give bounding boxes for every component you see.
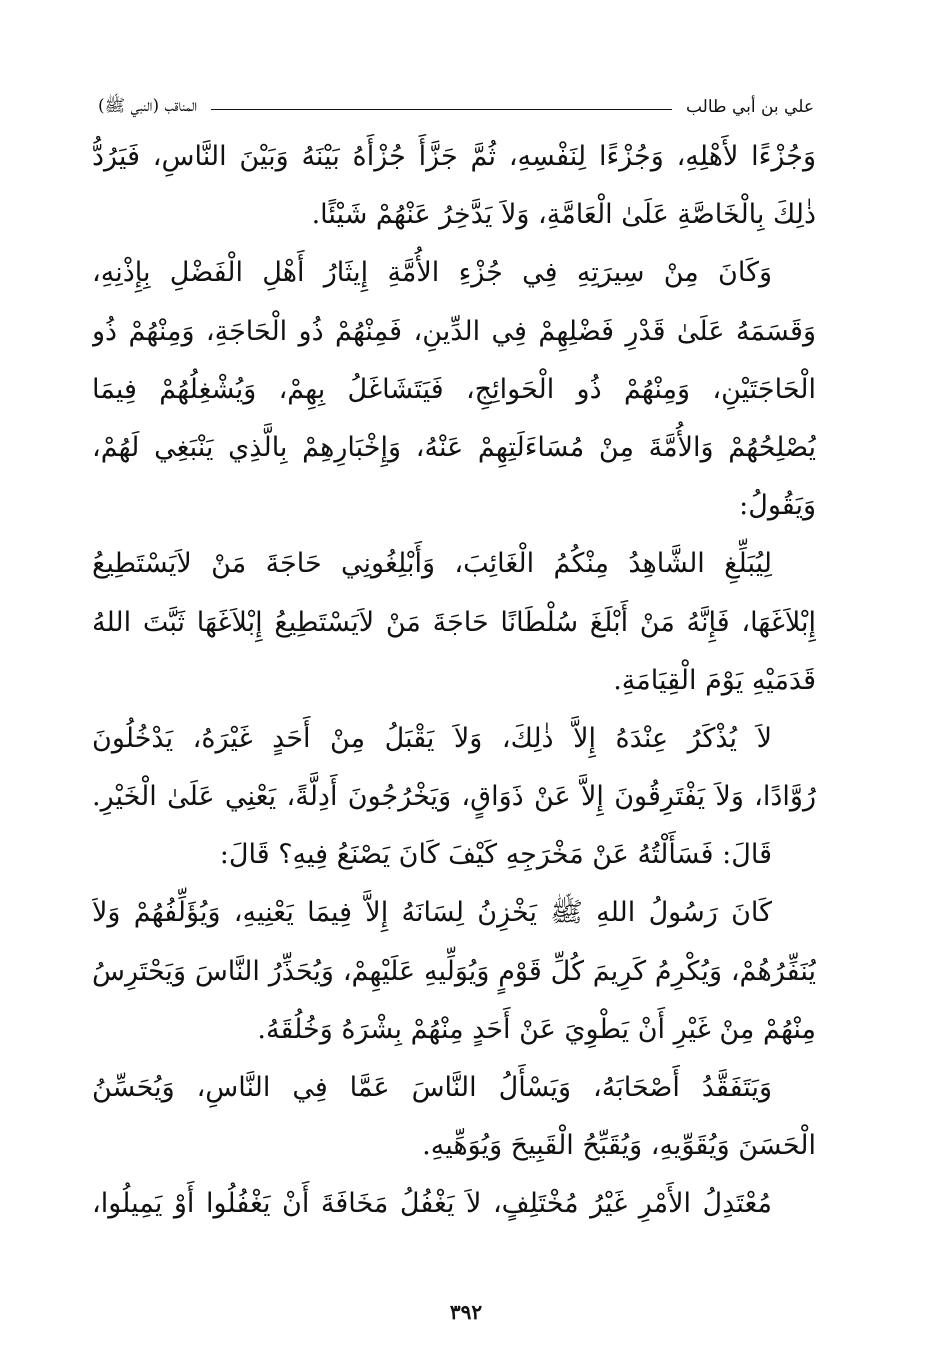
- text-line: وَجُزْءًا لأَهْلِهِ، وَجُزْءًا لِنَفْسِهِ، ثُمَّ جَزَّأَ جُزْأَهُ بَيْنَهُ وَبَيْنَ النَّاسِ، فَيَرُدُّ: [92, 141, 816, 172]
- text-line: كَانَ رَسُولُ اللهِ ﷺ يَخْزِنُ لِسَانَهُ إِلاَّ فِيمَا يَعْنِيهِ، وَيُؤَلِّفُهُمْ وَلاَ: [92, 897, 772, 929]
- header-rule: [211, 109, 672, 110]
- text-line: الْحَسَنَ وَيُقَوِّيهِ، وَيُقَبِّحُ الْقَبِيحَ وَيُوَهِّيهِ.: [422, 1130, 816, 1162]
- text-line: مُعْتَدِلُ الأَمْرِ غَيْرُ مُخْتَلِفٍ، لاَ يَغْفُلُ مَخَافَةَ أَنْ يَغْفُلُوا أَوْ يَمِيلُوا،: [92, 1188, 772, 1220]
- text-line: رُوَّادًا، وَلاَ يَفْتَرِقُونَ إِلاَّ عَنْ ذَوَاقٍ، وَيَخْرُجُونَ أَدِلَّةً، يَعْنِي عَلَىٰ الْخَيْرِ.: [92, 781, 816, 813]
- text-line: قَالَ: فَسَأَلْتُهُ عَنْ مَخْرَجِهِ كَيْفَ كَانَ يَصْنَعُ فِيهِ؟ قَالَ:: [219, 839, 772, 871]
- text-line: ذٰلِكَ بِالْخَاصَّةِ عَلَىٰ الْعَامَّةِ، وَلاَ يَدَّخِرُ عَنْهُمْ شَيْئًا.: [311, 199, 816, 231]
- text-line: الْحَاجَتَيْنِ، وَمِنْهُمْ ذُو الْحَوائِجِ، فَيَتَشَاغَلُ بِهِمْ، وَيُشْغِلُهُمْ فِيمَا: [92, 373, 816, 405]
- text-line: وَكَانَ مِنْ سِيرَتِهِ فِي جُزْءِ الأُمَّةِ إِيثَارُ أَهْلِ الْفَضْلِ بِإِذْنِهِ،: [92, 257, 772, 289]
- text-line: إِبْلاَغَهَا، فَإِنَّهُ مَنْ أَبْلَغَ سُلْطَانًا حَاجَةَ مَنْ لاَيَسْتَطِيعُ إِبْلاَغَهَا ثَبَّتَ اللهُ: [92, 606, 816, 638]
- header-book-title: المناقب (النبي ﷺ): [98, 95, 198, 116]
- body-text: [92, 128, 816, 1234]
- text-line: وَيَقُولُ:: [739, 490, 816, 522]
- running-header: [98, 92, 814, 122]
- text-line: وَقَسَمَهُ عَلَىٰ قَدْرِ فَضْلِهِمْ فِي الدِّينِ، فَمِنْهُمْ ذُو الْحَاجَةِ، وَمِنْهُمْ ذُو: [92, 315, 816, 347]
- text-line: مِنْهُمْ مِنْ غَيْرِ أَنْ يَطْوِيَ عَنْ أَحَدٍ مِنْهُمْ بِشْرَهُ وَخُلُقَهُ.: [257, 1013, 816, 1045]
- text-line: لِيُبَلِّغِ الشَّاهِدُ مِنْكُمُ الْغَائِبَ، وَأَبْلِغُونِي حَاجَةَ مَنْ لاَيَسْتَطِيعُ: [92, 548, 772, 580]
- text-line: يُصْلِحُهُمْ وَالأُمَّةَ مِنْ مُسَاءَلَتِهِمْ عَنْهُ، وَإِخْبَارِهِمْ بِالَّذِي يَنْبَغِي لَهُمْ،: [92, 431, 816, 463]
- text-line: لاَ يُذْكَرُ عِنْدَهُ إِلاَّ ذٰلِكَ، وَلاَ يَقْبَلُ مِنْ أَحَدٍ غَيْرَهُ، يَدْخُلُونَ: [92, 722, 772, 754]
- text-line: قَدَمَيْهِ يَوْمَ الْقِيَامَةِ.: [613, 664, 816, 696]
- header-author: علي بن أبي طالب: [685, 97, 814, 117]
- text-line: يُنَفِّرُهُمْ، وَيُكْرِمُ كَرِيمَ كُلِّ قَوْمٍ وَيُوَلِّيهِ عَلَيْهِمْ، وَيُحَذِّرُ النَّاسَ وَيَحْتَرِسُ: [92, 955, 816, 987]
- text-line: وَيَتَفَقَّدُ أَصْحَابَهُ، وَيَسْأَلُ النَّاسَ عَمَّا فِي النَّاسِ، وَيُحَسِّنُ: [92, 1072, 772, 1103]
- page-number: ٣٩٢: [449, 1300, 483, 1324]
